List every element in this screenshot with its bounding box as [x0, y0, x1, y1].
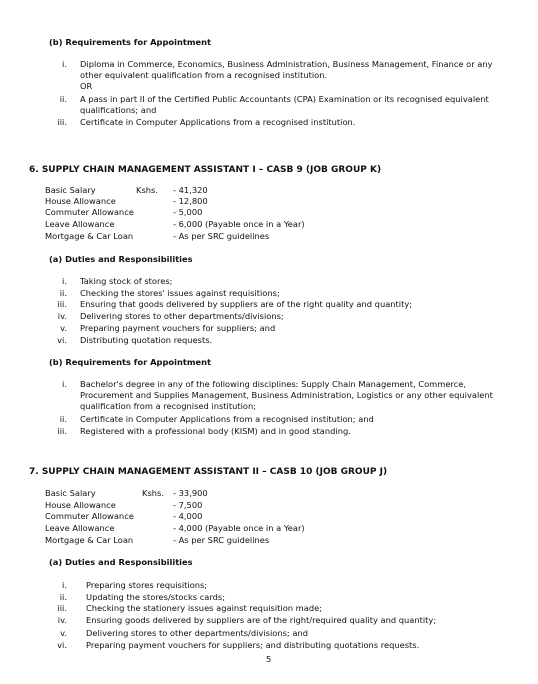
- list-num: ii.: [59, 288, 67, 298]
- list-item-line: Certificate in Computer Applications from a recognised institution.: [80, 117, 356, 127]
- duties-heading-s7: (a) Duties and Responsibilities: [49, 557, 193, 567]
- list-item-line: Certificate in Computer Applications from a recognised institution; and: [80, 414, 374, 424]
- list-item-line: Bachelor's degree in any of the following disciplines: Supply Chain Management, Commerce,: [80, 379, 466, 389]
- duty-item: Updating the stores/stocks cards;: [86, 592, 226, 602]
- list-item-line: other equivalent qualification from a recognised institution.: [80, 70, 328, 80]
- or-text: OR: [80, 81, 93, 91]
- list-num: i.: [62, 276, 67, 286]
- salary-label: Commuter Allowance: [45, 511, 134, 521]
- duty-item: Distributing quotation requests.: [80, 335, 213, 345]
- duty-item: Ensuring goods delivered by suppliers are of the right/required quality and quantity;: [86, 615, 437, 625]
- salary-value: - 33,900: [173, 488, 208, 498]
- duty-item: Ensuring that goods delivered by suppliers are of the right quality and quantity;: [80, 299, 413, 309]
- currency-label: Kshs.: [142, 488, 164, 498]
- duty-item: Delivering stores to other departments/divisions; and: [86, 628, 308, 638]
- salary-label: Leave Allowance: [45, 219, 115, 229]
- salary-value: - 12,800: [173, 196, 208, 206]
- list-item-line: qualifications; and: [80, 105, 157, 115]
- salary-value: - 7,500: [173, 500, 203, 510]
- salary-value: - As per SRC guidelines: [173, 535, 270, 545]
- list-num: iii.: [57, 603, 67, 613]
- list-num: i.: [62, 59, 67, 69]
- salary-label: Leave Allowance: [45, 523, 115, 533]
- list-item-line: qualification from a recognised institution;: [80, 401, 257, 411]
- list-num: i.: [62, 580, 67, 590]
- page-number: 5: [266, 654, 272, 664]
- list-num: vi.: [57, 640, 67, 650]
- salary-label: House Allowance: [45, 196, 116, 206]
- duty-item: Checking the stationery issues against requisition made;: [86, 603, 322, 613]
- list-num: ii.: [59, 94, 67, 104]
- duty-item: Preparing payment vouchers for suppliers; and: [80, 323, 276, 333]
- salary-value: - 6,000 (Payable once in a Year): [173, 219, 305, 229]
- currency-label: Kshs.: [136, 185, 158, 195]
- salary-value: - 5,000: [173, 207, 203, 217]
- duty-item: Taking stock of stores;: [80, 276, 173, 286]
- duty-item: Delivering stores to other departments/divisions;: [80, 311, 284, 321]
- list-num: iv.: [57, 311, 67, 321]
- list-num: ii.: [59, 414, 67, 424]
- duty-item: Checking the stores' issues against requisitions;: [80, 288, 280, 298]
- list-num: iii.: [57, 299, 67, 309]
- list-num: i.: [62, 379, 67, 389]
- list-num: iv.: [57, 615, 67, 625]
- section-title-7: 7. SUPPLY CHAIN MANAGEMENT ASSISTANT II – CASB 10 (JOB GROUP J): [29, 467, 388, 477]
- duty-item: Preparing payment vouchers for suppliers; and distributing quotations requests.: [86, 640, 420, 650]
- list-item-line: Diploma in Commerce, Economics, Business Administration, Business Management, Finance or any: [80, 59, 493, 69]
- duty-item: Preparing stores requisitions;: [86, 580, 208, 590]
- salary-label: Basic Salary: [45, 488, 96, 498]
- salary-label: Mortgage & Car Loan: [45, 535, 134, 545]
- salary-label: Mortgage & Car Loan: [45, 231, 134, 241]
- list-num: ii.: [59, 592, 67, 602]
- salary-value: - 4,000: [173, 511, 203, 521]
- salary-value: - As per SRC guidelines: [173, 231, 270, 241]
- list-item-line: A pass in part II of the Certified Public Accountants (CPA) Examination or its recognised equivalent: [80, 94, 489, 104]
- req-heading-s5: (b) Requirements for Appointment: [49, 37, 211, 47]
- req-heading-s6: (b) Requirements for Appointment: [49, 357, 211, 367]
- list-item-line: Registered with a professional body (KISM) and in good standing.: [80, 426, 351, 436]
- salary-label: Basic Salary: [45, 185, 96, 195]
- salary-label: House Allowance: [45, 500, 116, 510]
- list-num: vi.: [57, 335, 67, 345]
- list-num: v.: [60, 323, 67, 333]
- list-num: iii.: [57, 426, 67, 436]
- list-item-line: Procurement and Supplies Management, Business Administration, Logistics or any other equivalent: [80, 390, 493, 400]
- list-num: iii.: [57, 117, 67, 127]
- salary-value: - 41,320: [173, 185, 208, 195]
- duties-heading-s6: (a) Duties and Responsibilities: [49, 254, 193, 264]
- list-num: v.: [60, 628, 67, 638]
- salary-value: - 4,000 (Payable once in a Year): [173, 523, 305, 533]
- section-title-6: 6. SUPPLY CHAIN MANAGEMENT ASSISTANT I – CASB 9 (JOB GROUP K): [29, 165, 382, 175]
- salary-label: Commuter Allowance: [45, 207, 134, 217]
